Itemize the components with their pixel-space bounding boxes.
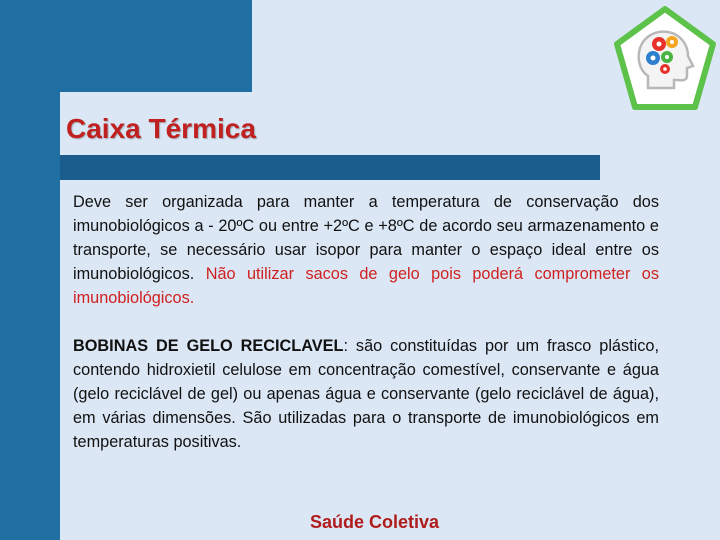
paragraph-caixa-termica: [73, 190, 659, 310]
title-underline-bar: [60, 155, 600, 180]
paragraph2-term: BOBINAS DE GELO RECICLAVEL: [73, 337, 344, 355]
top-accent-block: [60, 0, 252, 92]
footer-label: Saúde Coletiva: [310, 512, 440, 532]
paragraph1-text: Deve ser organizada para manter a temperatura de conservação dos imunobiológicos a - 20ºC ou entre +2ºC e +8ºC de acordo seu armazenamento e transporte, se necessário usar isopor para manter o espaço ideal entre os imunobiológicos.: [73, 193, 659, 283]
paragraph-bobinas: [73, 334, 659, 454]
paragraph1-warning: Não utilizar sacos de gelo pois poderá comprometer os imunobiológicos.: [73, 265, 659, 307]
head-gears-icon: [612, 6, 718, 112]
paragraph2-text: : são constituídas por um frasco plástico, contendo hidroxietil celulose em concentração comestível, conservante e água (gelo reciclável de gel) ou apenas água e conservante (gelo reciclável de água), em várias dimensões. São utilizadas para o transporte de imunobiológicos em temperaturas positivas.: [73, 337, 659, 451]
slide-title: Caixa Térmica: [66, 113, 256, 144]
left-sidebar-bar: [0, 0, 60, 540]
